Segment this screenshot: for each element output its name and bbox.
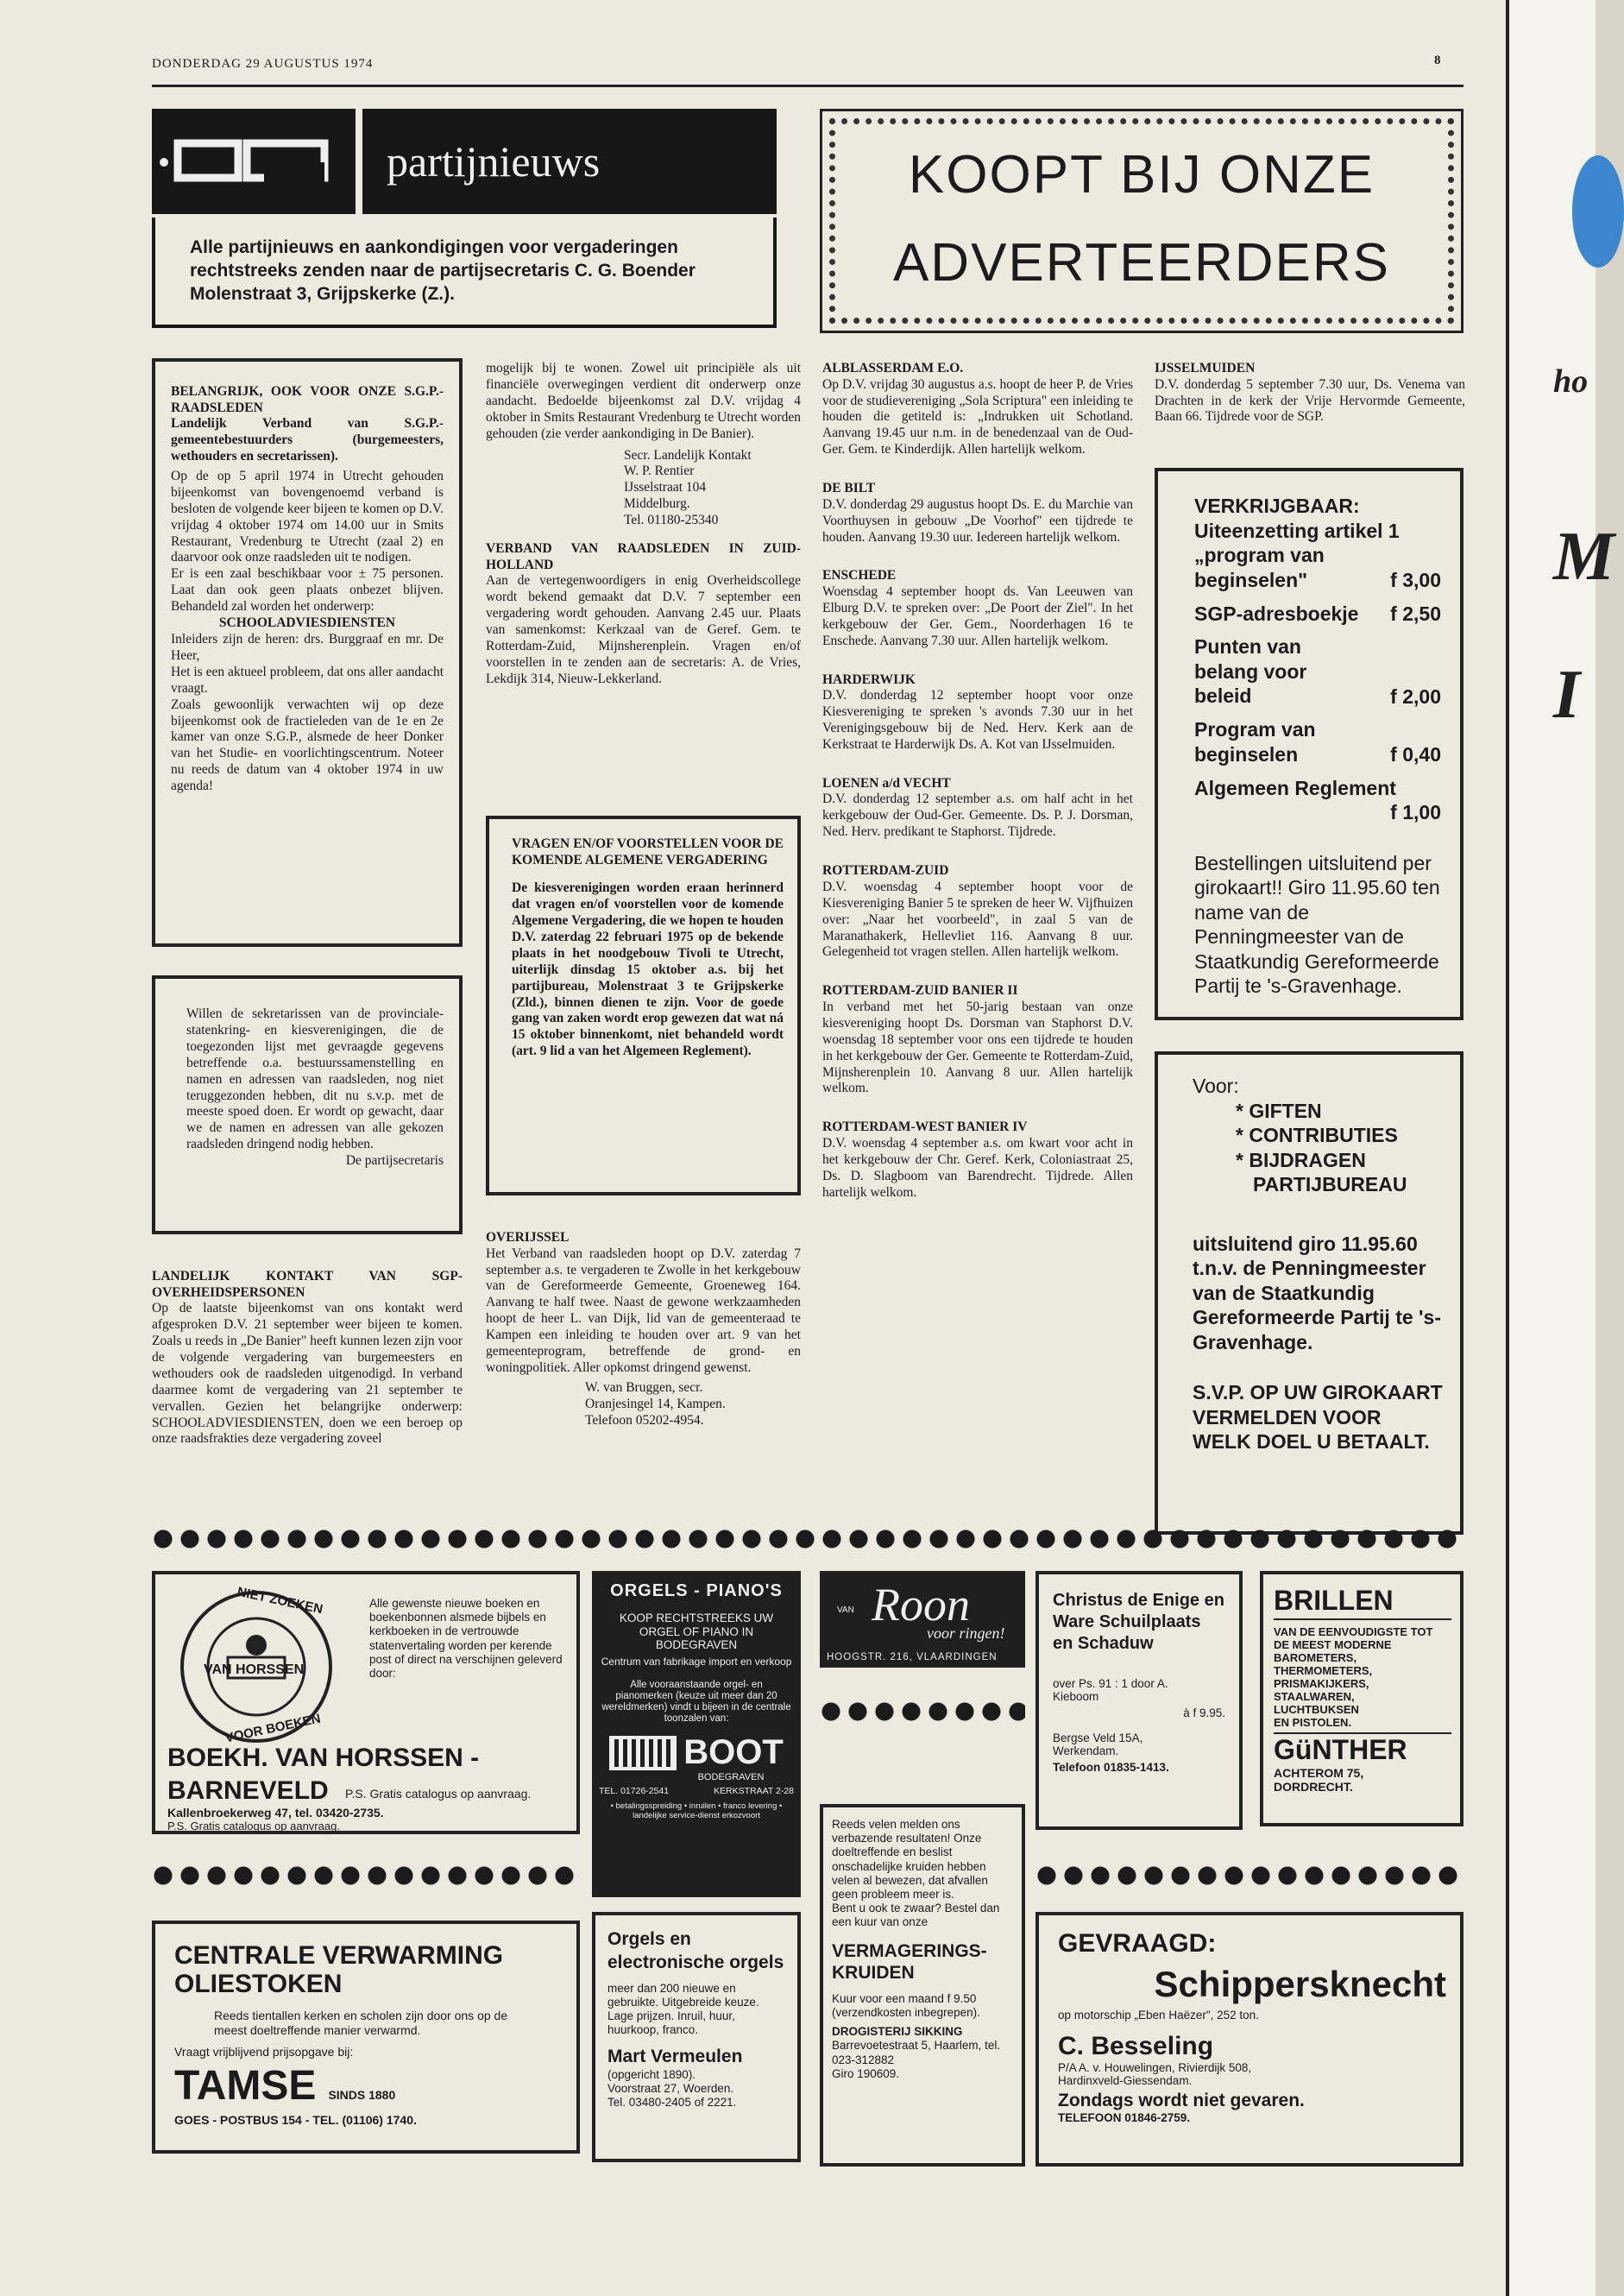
meeting-title: ENSCHEDE: [822, 568, 897, 583]
boot-subbrand: BODEGRAVEN: [697, 1772, 765, 1783]
seal-bottom-text: VOOR BOEKEN: [223, 1711, 323, 1746]
sign-line: IJsselstraat 104: [624, 480, 707, 495]
gevraagd-title: GEVRAAGD:: [1058, 1929, 1217, 1958]
piano-keys-icon: [609, 1736, 677, 1770]
product-price: f 2,00: [1390, 684, 1441, 708]
book-tel: Telefoon 01835-1413.: [1053, 1761, 1169, 1774]
product-price: f 0,40: [1390, 743, 1441, 766]
orgels-line1: KOOP RECHTSTREEKS UW ORGEL OF PIANO IN BODEGRAVEN: [619, 1612, 774, 1652]
product-price: f 3,00: [1390, 569, 1441, 592]
ad-brillen-gunther: [1260, 1571, 1463, 1826]
brillen-item: EN PISTOLEN.: [1274, 1716, 1352, 1729]
dot-separator: [152, 1864, 580, 1887]
ad-vermageringskruiden: [820, 1804, 1025, 2167]
verkrijgbaar-box: [1155, 468, 1463, 1020]
boot-brand: BOOT: [683, 1733, 784, 1772]
meeting-title: HARDERWIJK: [822, 672, 916, 687]
horssen-city: BARNEVELD: [167, 1776, 329, 1805]
kruiden-giro: Giro 190609.: [832, 2066, 900, 2080]
meeting-body: In verband met het 50-jarig bestaan van onze kiesvereniging hoopt Ds. Dorsman van Staphorst D.V. woensdag 18 september voor ons een tijdrede te houden in het kerkgebouw der Ger. Gemeente te Rotterdam-Zuid, Mijnsherenplein 10. Aanvang 8 uur. Allen hartelijk welkom.: [822, 999, 1133, 1096]
partijnieuws-title-text: partijnieuws: [387, 137, 601, 186]
ad-van-roon: [820, 1571, 1025, 1668]
column-meetings: [822, 361, 1133, 1202]
ad-van-horssen: [152, 1571, 580, 1834]
product-name: Punten van belang voor beleid: [1194, 635, 1307, 708]
product-name: Program van beginselen: [1194, 718, 1316, 766]
cv-title2: OLIESTOKEN: [174, 1970, 343, 1998]
article-para: Inleiders zijn de heren: drs. Burggraaf en mr. De Heer,: [171, 631, 444, 663]
gevraagd-address1: P/A A. v. Houwelingen, Rivierdijk 508,: [1058, 2061, 1252, 2074]
book-author: over Ps. 91 : 1 door A. Kieboom: [1053, 1677, 1168, 1703]
tamse-address: GOES - POSTBUS 154 - TEL. (01106) 1740.: [174, 2112, 417, 2127]
sign-line: W. P. Rentier: [624, 464, 695, 479]
gevraagd-tel: TELEFOON 01846-2759.: [1058, 2111, 1191, 2124]
brillen-item: LUCHTBUKSEN: [1274, 1703, 1359, 1716]
kruiden-intro: Reeds velen melden ons verbazende resultaten! Onze doeltreffende en beslist onschadelijke kruiden hebben velen al bewezen, dat afvallen geen probleem meer is.: [832, 1818, 988, 1901]
page-number: 8: [1434, 54, 1442, 67]
product-name: Algemeen Reglement: [1194, 776, 1396, 799]
boot-tel: TEL. 01726-2541: [599, 1786, 670, 1797]
cv-text: Reeds tientallen kerken en scholen zijn door ons op de meest doeltreffende manier verwarmd.: [214, 2009, 508, 2037]
meeting-body: Op D.V. vrijdag 30 augustus a.s. hoopt de heer P. de Vries voor de studievereniging „Sola Scriptura" een inleiding te houden die getiteld is: „Indrukken uit Schotland. Aanvang 19.45 uur n.m. in de benedenzaal van de Oud-Ger. Gem. te Kinderdijk. Allen hartelijk welkom.: [822, 376, 1133, 457]
boot-logo: [592, 1733, 801, 1772]
koopt-line2: ADVERTEERDERS: [892, 233, 1391, 293]
next-page-edge: [1506, 0, 1596, 2296]
article-para: Zoals gewoonlijk verwachten wij op deze bijeenkomst ook de fractieleden van de 1e en 2e kamer van onze S.G.P., alsmede de heer Donker van het Studie- en voorlichtingscentrum. Noteer nu reeds de datum van 4 oktober 1974 in uw agenda!: [171, 697, 444, 794]
edge-text-3: I: [1553, 657, 1581, 733]
article-overijssel: [486, 1230, 801, 1429]
kruiden-question: Bent u ook te zwaar? Bestel dan een kuur van onze: [832, 1902, 1000, 1929]
article-belangrijk: [152, 358, 463, 947]
book-price: à f 9.95.: [1183, 1706, 1225, 1719]
kruiden-title: VERMAGERINGS-KRUIDEN: [832, 1940, 987, 1983]
ad-centrale-verwarming: [152, 1921, 580, 2154]
article-title: OVERIJSSEL: [486, 1230, 570, 1245]
meeting-body: D.V. woensdag 4 september hoopt voor de Kiesvereniging Banier 5 te spreken de heer W. Vijfhuizen over: „Naar het voorbeeld", in zaal 5 van de Maranathakerk, Hellevliet 116. Aanvang 8 uur. Gelegenheid tot vragen stellen. Allen hartelijk welkom.: [822, 879, 1133, 960]
sign-line: Tel. 01180-25340: [624, 513, 719, 528]
kruiden-firm: DROGISTERIJ SIKKING: [832, 2025, 963, 2039]
vermeulen-address: Voorstraat 27, Woerden.: [607, 2081, 734, 2095]
orgels-line2: Centrum van fabrikage import en verkoop: [601, 1655, 792, 1668]
article-sekretarissen: [152, 975, 463, 1234]
cv-title: CENTRALE VERWARMING: [174, 1941, 504, 1970]
article-title: VRAGEN EN/OF VOORSTELLEN VOOR DE KOMENDE ALGEMENE VERGADERING: [512, 836, 784, 867]
edge-blue-graphic: [1572, 155, 1624, 268]
orgels-line3: Alle vooraanstaande orgel- en pianomerken (keuze uit meer dan 20 wereldmerken) vindt u bijeen in de centrale toonzalen van:: [601, 1679, 791, 1725]
vermeulen-text: meer dan 200 nieuwe en gebruikte. Uitgebreide keuze. Lage prijzen. Inruil, huur, huurkoop, franco.: [607, 1981, 759, 2037]
product-name: Uiteenzetting artikel 1 „program van beginselen": [1194, 519, 1400, 591]
seal-mid-text: VAN HORSSEN: [204, 1662, 305, 1677]
horssen-text: Alle gewenste nieuwe boeken en boekenbonnen alsmede bijbels en kerkboeken in de vertrouwde statenvertaling worden per kerende post of direct na verschijnen geleverd door:: [369, 1597, 563, 1680]
voor-item: * GIFTEN: [1236, 1099, 1322, 1122]
article-body: De kiesverenigingen worden eraan herinnerd dat vragen en/of voorstellen voor de komende Algemene Vergadering, die we hopen te houden D.V. zaterdag 22 februari 1975 op de bekende plaats in het noodgebouw Tivoli te Utrecht, uiterlijk dinsdag 15 oktober a.s. bij het partijbureau, Molenstraat 3 te Grijpskerke (Zld.), binnen dienen te zijn. Voor de goede gang van zaken wordt erop gewezen dat wat ná 15 oktober binnenkomt, niet behandeld wordt (art. 9 lid a van het Algemeen Reglement).: [512, 880, 784, 1059]
voor-item: * BIJDRAGEN: [1236, 1148, 1366, 1171]
partijnieuws-title: [362, 109, 777, 214]
orgels-title: ORGELS - PIANO'S: [610, 1581, 783, 1600]
book-title: Christus de Enige en Ware Schuilplaats en Schaduw: [1053, 1591, 1224, 1653]
horssen-ps1: P.S. Gratis catalogus op aanvraag.: [345, 1787, 532, 1801]
book-address: Bergse Veld 15A, Werkendam.: [1053, 1731, 1143, 1757]
edge-text-2: M: [1553, 519, 1615, 595]
sign-line: Secr. Landelijk Kontakt: [624, 447, 752, 463]
article-subtitle: Landelijk Verband van S.G.P.-gemeentebestuurders (burgemeesters, wethouders en secretarissen).: [171, 416, 444, 464]
ad-gevraagd: [1035, 1912, 1463, 2167]
edge-text-1: ho: [1553, 363, 1589, 400]
gevraagd-address2: Hardinxveld-Giessendam.: [1058, 2074, 1193, 2087]
header-rule: [152, 85, 1463, 87]
voor-box: [1155, 1051, 1463, 1535]
meeting-body: Woensdag 4 september hoopt ds. Van Leeuwen van Elburg D.V. te spreken over: „De Poort der Ziel". In het kerkgebouw der Ger. Gem., Noorderhagen 16 te Enschede. Aanvang 7.30 uur. Allen hartelijk welkom.: [822, 584, 1133, 648]
voor-item: PARTIJBUREAU: [1253, 1173, 1407, 1196]
issue-date: DONDERDAG 29 AUGUSTUS 1974: [152, 57, 374, 71]
brillen-item: PRISMAKIJKERS,: [1274, 1677, 1369, 1690]
vermeulen-title: Orgels en electronische orgels: [607, 1929, 784, 1973]
brillen-item: STAALWAREN,: [1274, 1690, 1355, 1703]
boot-address: KERKSTRAAT 2-28: [714, 1786, 794, 1797]
boot-contact: [599, 1786, 794, 1796]
roon-small: VAN: [837, 1605, 854, 1615]
brillen-item: THERMOMETERS,: [1274, 1664, 1373, 1677]
product-price: f 2,50: [1390, 602, 1441, 625]
brillen-item: BAROMETERS,: [1274, 1651, 1357, 1664]
article-body: Aan de vertegenwoordigers in enig Overheidscollege wordt bekend gemaakt dat D.V. 7 september een vergadering wordt gehouden. Aanvang 2.45 uur. Plaats van samenkomst: Kerkzaal van de Geref. Gem. te Rotterdam-Zuid, Mijnsherenplein. Vragen en/of voorstellen in te zenden aan de secretaris: A. de Vries, Lekdijk 314, Nieuw-Lekkerland.: [486, 573, 801, 686]
brillen-sub: VAN DE EENVOUDIGSTE TOT DE MEEST MODERNE: [1274, 1625, 1433, 1651]
horssen-address: Kallenbroekerweg 47, tel. 03420-2735.: [167, 1806, 384, 1820]
meeting-title: DE BILT: [822, 481, 876, 496]
meeting-title: LOENEN a/d VECHT: [822, 775, 951, 791]
dot-separator: [152, 1528, 1463, 1550]
kruiden-address: Barrevoetestraat 5, Haarlem, tel. 023-312882: [832, 2039, 1001, 2066]
article-para: Op de op 5 april 1974 in Utrecht gehouden bijeenkomst van bovengenoemd verband is besloten de volgende keer bijeen te komen op D.V. vrijdag 4 oktober 1974 om 14.00 uur in Smits Restaurant, Vredenburg te Utrecht (zaal 2) en daarvoor ook onze raadsleden uit te nodigen.: [171, 468, 444, 565]
boot-footer: • betalingsspreiding • inruilen • franco levering • landelijke service-dienst erkozvoort: [610, 1801, 783, 1821]
vermeulen-tel: Tel. 03480-2405 of 2221.: [607, 2095, 737, 2109]
meeting-body: D.V. woensdag 4 september a.s. om kwart voor acht in het kerkgebouw der Chr. Geref. Kerk, Coloniastraat 25, Ds. D. Slagboom van Barendrecht. Tijdrede. Allen hartelijk welkom.: [822, 1135, 1133, 1200]
product-name: SGP-adresboekje: [1194, 602, 1359, 625]
order-note: Bestellingen uitsluitend per girokaart!! Giro 11.95.60 ten name van de Penningmeester van de Staatkundig Gereformeerde Partij te 's-Gravenhage.: [1194, 851, 1440, 998]
cv-ask: Vraagt vrijblijvend prijsopgave bij:: [174, 2044, 354, 2059]
article-body: Het Verband van raadsleden hoopt op D.V. zaterdag 7 september a.s. te vergaderen te Zwolle in het kerkgebouw van de Gereformeerde Gemeente, Groeneweg 164. Aanvang te half twee. Naast de gewone werkzaamheden hoopt de heer L. van Dijk, lid van de gemeenteraad te Kampen een inleiding te houden over art. 9 van het gemeenteprogram, betreffende de grond- en woningpolitiek. Aller opkomst dringend gewenst.: [486, 1246, 801, 1375]
gp-logo: [152, 109, 356, 214]
ad-orgels-boot: [592, 1571, 801, 1897]
dot-separator: [1035, 1864, 1463, 1887]
verkrijgbaar-heading: VERKRIJGBAAR:: [1194, 495, 1360, 517]
dot-separator: [820, 1700, 1025, 1723]
gevraagd-name: C. Besseling: [1058, 2032, 1214, 2060]
sign-line: W. van Bruggen, secr.: [585, 1379, 703, 1395]
voor-label: Voor:: [1193, 1075, 1239, 1097]
gevraagd-ship: op motorschip „Eben Haëzer", 252 ton.: [1058, 2009, 1259, 2022]
sign-line: Middelburg.: [624, 496, 690, 512]
contact-signature: [624, 448, 801, 530]
article-body: Willen de sekretarissen van de provinciale- statenkring- en kiesverenigingen, die de toegezonden lijst met gevraagde gegevens betreffende o.a. bestuurssamenstelling en namen en adressen van raadsleden, nog niet teruggezonden hebben, dit nu s.v.p. met de meeste spoed doen. Er wordt op gewacht, daar we de namen en adressen van alle gekozen raadsleden dringend nodig hebben.: [186, 1006, 444, 1152]
meeting-title: ROTTERDAM-ZUID BANIER II: [822, 983, 1018, 999]
vermeulen-name: Mart Vermeulen: [607, 2047, 743, 2067]
partijnieuws-intro: Alle partijnieuws en aankondigingen voor vergaderingen rechtstreeks zenden naar de partijsecretaris C. G. Boender Molenstraat 3, Grijpskerke (Z.).: [152, 218, 777, 328]
gp-logo-icon: [152, 109, 356, 214]
horssen-name: BOEKH. VAN HORSSEN -: [167, 1744, 480, 1772]
sign-line: Oranjesingel 14, Kampen.: [585, 1396, 726, 1411]
gevraagd-job: Schippersknecht: [1154, 1964, 1446, 2004]
product-row: [1194, 602, 1441, 627]
product-price: f 1,00: [1390, 801, 1441, 824]
meeting-title: ROTTERDAM-ZUID: [822, 863, 949, 879]
brillen-title: BRILLEN: [1274, 1585, 1451, 1620]
roon-tagline: voor ringen!: [927, 1624, 1005, 1642]
article-body: Op de laatste bijeenkomst van ons kontakt werd afgesproken D.V. 21 september weer bijeen te komen. Zoals u reeds in „De Banier" heeft kunnen lezen zijn voor de volgende vergadering van burgemeesters en wethouders ook de raadsleden uitgenodigd. In verband daarmee komt de vergadering van 21 september te vervallen. Gezien het belangrijke onderwerp: SCHOOLADVIESDIENSTEN, doen we een beroep op onze raadsfrakties deze vergadering zoveel: [152, 1301, 463, 1447]
article-body: D.V. donderdag 5 september 7.30 uur, Ds. Venema van Drachten in de kerk der Vrije Hervormde Gemeente, Baan 66. Tijdrede voor de SGP.: [1155, 376, 1465, 425]
seal-top-text: NIET ZOEKEN: [236, 1584, 324, 1618]
svp-note: S.V.P. OP UW GIROKAART VERMELDEN VOOR WELK DOEL U BETAALT.: [1193, 1381, 1443, 1454]
ad-mart-vermeulen: [592, 1912, 801, 2162]
article-topic: SCHOOLADVIESDIENSTEN: [218, 615, 396, 631]
gevraagd-note: Zondags wordt niet gevaren.: [1058, 2091, 1305, 2110]
article-body: mogelijk bij te wonen. Zowel uit principiële als uit financiële overwegingen verdient dit onderwerp onze aandacht. Bedoelde bijeenkomst zal D.V. vrijdag 4 oktober in Smits Restaurant Vredenburg te Utrecht worden gehouden (zie verder aankondiging in De Banier).: [486, 361, 801, 441]
article-title: LANDELIJK KONTAKT VAN SGP-OVERHEIDSPERSONEN: [152, 1269, 463, 1300]
meeting-title: ROTTERDAM-WEST BANIER IV: [822, 1120, 1028, 1135]
meeting-body: D.V. donderdag 12 september a.s. om half acht in het kerkgebouw der Oud-Ger. Gemeente. Ds. P. J. Dorsman, Ned. Herv. predikant te Staphorst. Tijdrede.: [822, 792, 1133, 840]
tamse-since: SINDS 1880: [328, 2087, 396, 2102]
vermeulen-since: (opgericht 1890).: [607, 2067, 696, 2081]
article-ijsselmuiden: [1155, 361, 1465, 426]
tamse-brand: TAMSE: [174, 2062, 317, 2109]
koopt-box: [820, 109, 1463, 333]
article-signature: De partijsecretaris: [345, 1153, 444, 1169]
meeting-body: D.V. donderdag 12 september hoopt voor onze Kiesvereniging te spreken 's avonds 7.30 uur in het Verenigingsgebouw bij de Ned. Herv. Kerk aan de Kerkstraat te Harderwijk Ds. A. Kot van IJsselmuiden.: [822, 688, 1133, 752]
voor-item: * CONTRIBUTIES: [1236, 1124, 1398, 1147]
tamse-logo: [174, 2062, 561, 2110]
overijssel-signature: [585, 1380, 801, 1429]
article-vragen: [486, 816, 801, 1195]
horssen-ps2: P.S. Gratis catalogus op aanvraag.: [167, 1820, 340, 1832]
roon-address: HOOGSTR. 216, VLAARDINGEN: [827, 1652, 998, 1662]
gunther-address: ACHTEROM 75, DORDRECHT.: [1274, 1766, 1364, 1794]
article-landelijk-kontakt: [152, 1269, 463, 1448]
article-title: VERBAND VAN RAADSLEDEN IN ZUID-HOLLAND: [486, 541, 801, 572]
article-title: BELANGRIJK, OOK VOOR ONZE S.G.P.-RAADSLEDEN: [171, 384, 444, 415]
article-para: Er is een zaal beschikbaar voor ± 75 personen. Laat dan ook geen plaats onbezet blijven. Behandeld zal worden het onderwerp:: [171, 566, 444, 615]
article-title: IJSSELMUIDEN: [1155, 361, 1256, 375]
sign-line: Telefoon 05202-4954.: [585, 1412, 704, 1428]
kruiden-kuur: Kuur voor een maand f 9.50 (verzendkosten inbegrepen).: [832, 1991, 980, 2020]
article-para: Het is een aktueel probleem, dat ons aller aandacht vraagt.: [171, 664, 444, 696]
koopt-line1: KOOPT BIJ ONZE: [908, 145, 1375, 205]
roon-brand: Roon: [872, 1579, 970, 1631]
meeting-body: D.V. donderdag 29 augustus hoopt Ds. E. du Marchie van Voorthuysen in gebouw „De Voorhof" een tijdrede te houden. Aanvang 19.30 uur. Iedereen hartelijk welkom.: [822, 496, 1133, 545]
gunther-brand: GüNTHER: [1274, 1732, 1451, 1766]
giro-note: uitsluitend giro 11.95.60 t.n.v. de Penningmeester van de Staatkundig Gereformeerde Partij te 's-Gravenhage.: [1193, 1232, 1441, 1353]
ad-christus-book: [1035, 1571, 1243, 1830]
meeting-title: ALBLASSERDAM E.O.: [822, 361, 964, 375]
article-continued: [486, 361, 801, 688]
